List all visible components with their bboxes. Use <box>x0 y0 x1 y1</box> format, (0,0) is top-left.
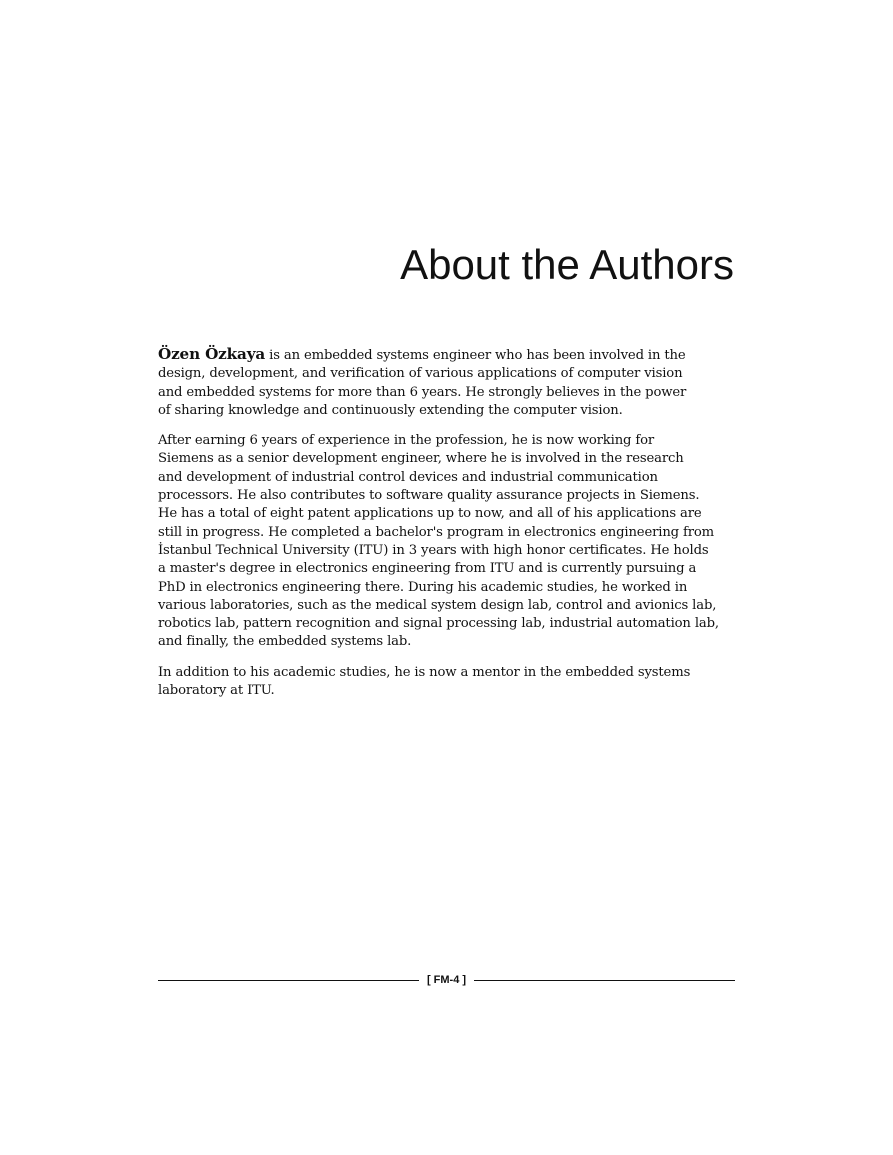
bio-line: still in progress. He completed a bachelor's program in electronics engineering from <box>158 524 715 540</box>
bio-line: laboratory at ITU. <box>158 683 275 699</box>
bio-line: design, development, and verification of various applications of computer vision <box>158 366 683 382</box>
bio-line: and development of industrial control devices and industrial communication <box>158 469 658 485</box>
bio-line: of sharing knowledge and continuously extending the computer vision. <box>158 402 623 418</box>
bio-paragraph-mentor <box>158 664 735 701</box>
bio-line: After earning 6 years of experience in the profession, he is now working for <box>158 433 655 449</box>
bio-line: robotics lab, pattern recognition and signal processing lab, industrial automation lab, <box>158 616 719 632</box>
bio-line: and finally, the embedded systems lab. <box>158 634 412 650</box>
footer-divider-left <box>158 980 419 981</box>
bio-line: a master's degree in electronics engineering from ITU and is currently pursuing a <box>158 561 697 577</box>
footer-divider-right <box>474 980 735 981</box>
bio-line: and embedded systems for more than 6 years. He strongly believes in the power <box>158 384 687 400</box>
bio-line: various laboratories, such as the medical system design lab, control and avionics lab, <box>158 597 717 613</box>
bio-line: PhD in electronics engineering there. During his academic studies, he worked in <box>158 579 688 595</box>
bio-line: processors. He also contributes to software quality assurance projects in Siemens. <box>158 488 700 504</box>
author-bio <box>158 345 735 712</box>
author-name: Özen Özkaya <box>158 345 266 363</box>
bio-line: He has a total of eight patent applications up to now, and all of his applications are <box>158 506 702 522</box>
page-number: [ FM-4 ] <box>426 974 467 986</box>
bio-paragraph-career <box>158 432 735 652</box>
bio-line: İstanbul Technical University (ITU) in 3 years with high honor certificates. He holds <box>158 542 709 558</box>
bio-line: In addition to his academic studies, he is now a mentor in the embedded systems <box>158 664 691 680</box>
page-footer <box>158 970 735 990</box>
bio-paragraph-intro <box>158 345 735 420</box>
page-title: About the Authors <box>400 241 734 288</box>
bio-line: Siemens as a senior development engineer, where he is involved in the research <box>158 451 684 467</box>
bio-line: is an embedded systems engineer who has been involved in the <box>265 348 686 363</box>
